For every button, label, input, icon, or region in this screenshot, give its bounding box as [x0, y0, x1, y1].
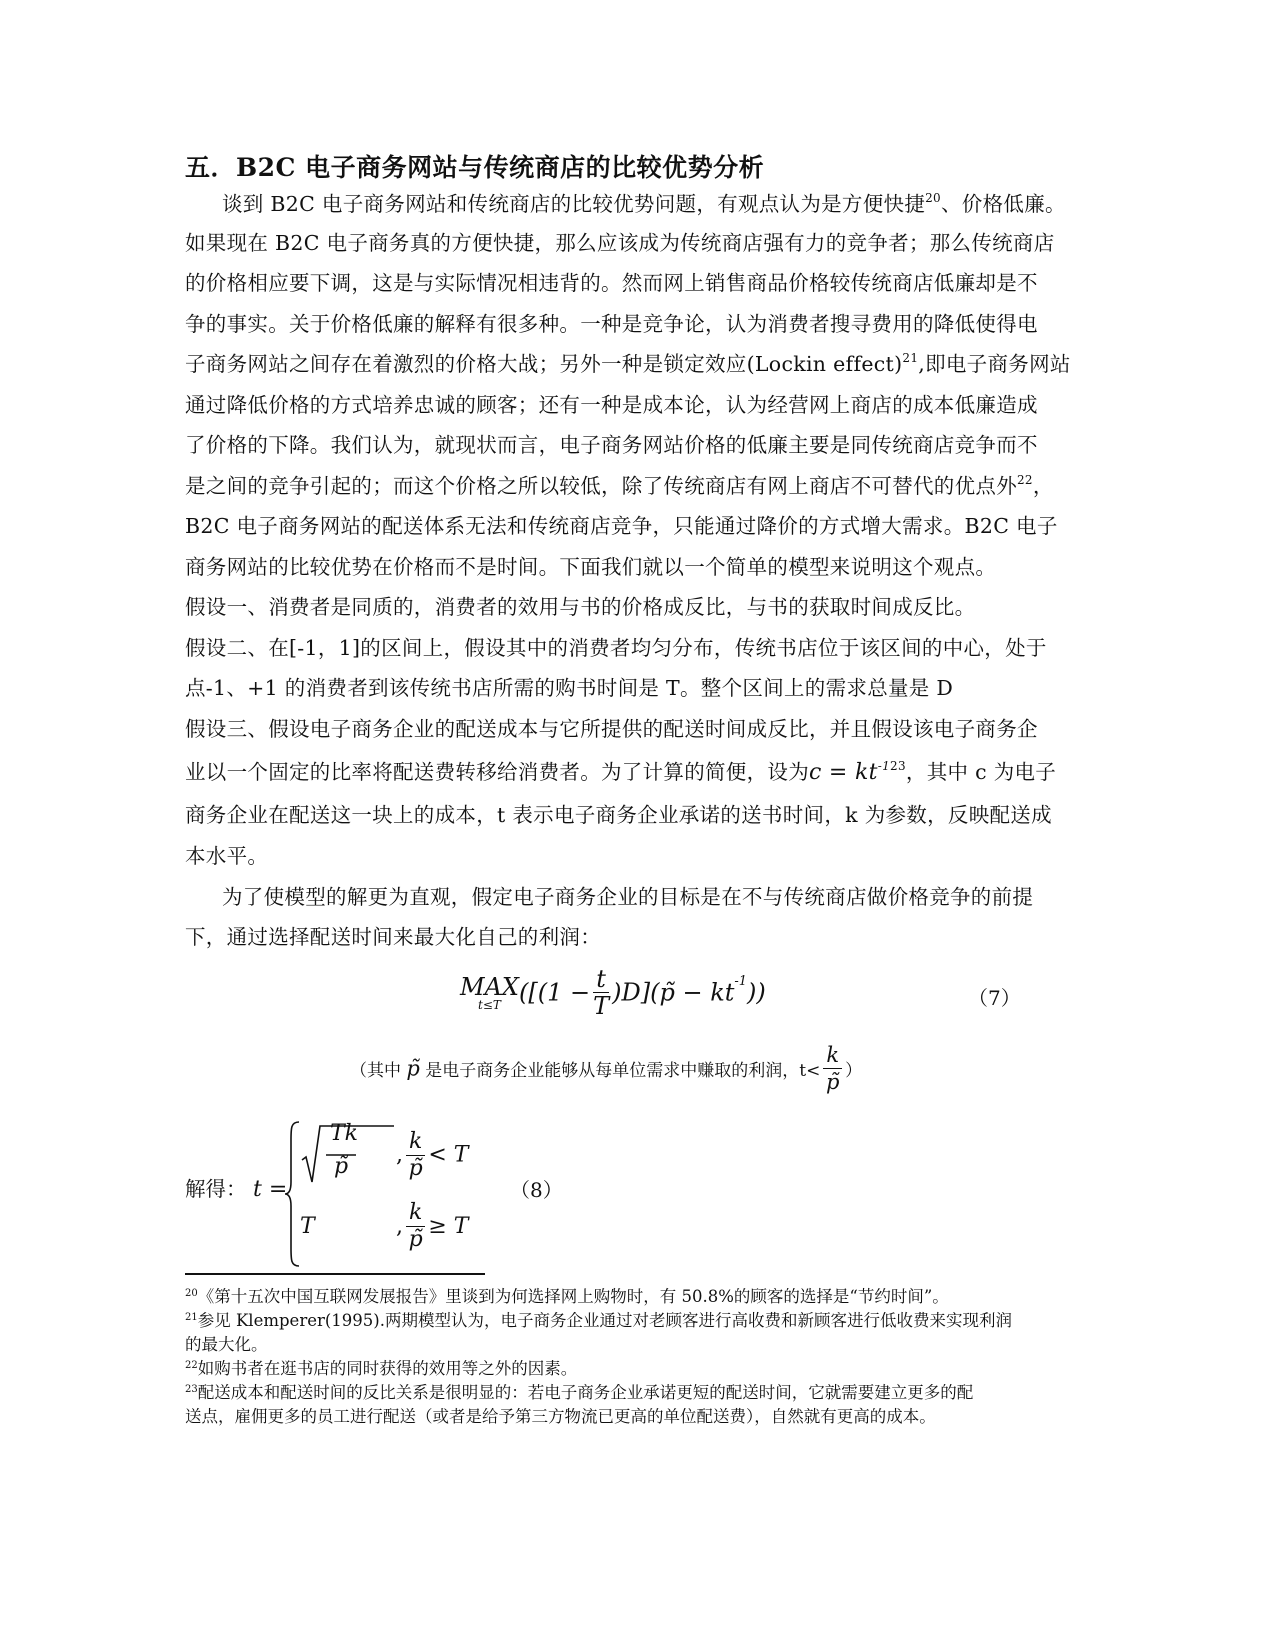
- footnote-22: $^{22}$如购书者在逛书店的同时获得的效用等之外的因素。: [185, 1359, 578, 1378]
- assumption-3-line: 商务企业在配送这一块上的成本，t 表示电子商务企业承诺的送书时间，k 为参数，反映配送成: [185, 803, 1052, 827]
- text-run: 是之间的竞争引起的；而这个价格之所以较低，除了传统商店有网上商店不可替代的优点外: [185, 474, 1017, 498]
- paragraph-line: B2C 电子商务网站的配送体系无法和传统商店竞争，只能通过降价的方式增大需求。B2C 电子: [185, 514, 1058, 538]
- footnote-ref-23[interactable]: 23: [890, 759, 906, 773]
- solution-case-1: [300, 1121, 469, 1186]
- paragraph-line: [185, 350, 1090, 378]
- footnote-ref-22[interactable]: 22: [1017, 473, 1033, 487]
- footnote-20: $^{20}$《第十五次中国互联网发展报告》里谈到为何选择网上购物时，有 50.8%的顾客的选择是“节约时间”。: [185, 1287, 949, 1306]
- max-operator: MAX t≤T: [460, 972, 519, 1012]
- comma: ,: [396, 1142, 403, 1168]
- equation-number-7: （7）: [968, 986, 1021, 1010]
- text-run: 业以一个固定的比率将配送费转移给消费者。为了计算的简便，设为: [185, 760, 809, 784]
- assumption-2-line: 点-1、+1 的消费者到该传统书店所需的购书时间是 T。整个区间上的需求总量是 D: [185, 676, 954, 700]
- left-brace-icon: [283, 1120, 301, 1268]
- solution-label: 解得： t =: [185, 1177, 288, 1202]
- assumption-3-line: 本水平。: [185, 844, 269, 868]
- formula-note: （其中 p̃ 是电子商务企业能够从每单位需求中赚取的利润，t< $\frac{k}{p̃}$ ）: [350, 1043, 863, 1094]
- footnote-21-cont: 的最大化。: [185, 1335, 268, 1354]
- paragraph-line: 的价格相应要下调，这是与实际情况相违背的。然而网上销售商品价格较传统商店低廉却是不: [185, 271, 1038, 295]
- footnote-separator: [185, 1273, 485, 1275]
- sqrt-numerator: Tk: [330, 1121, 359, 1146]
- text-run: ，其中 c 为电子: [905, 760, 1057, 784]
- footnote-ref-20[interactable]: 20: [925, 191, 941, 205]
- formula-7: [460, 966, 766, 1019]
- footnote-ref-21[interactable]: 21: [902, 351, 919, 365]
- condition-fraction: $\frac{k}{p̃}$: [406, 1200, 425, 1253]
- text-run: 子商务网站之间存在着激烈的价格大战；另外一种是锁定效应(Lockin effect): [185, 352, 903, 376]
- footnote-23-cont: 送点，雇佣更多的员工进行配送（或者是给予第三方物流已更高的单位配送费），自然就有更高的成本。: [185, 1407, 936, 1426]
- paragraph-line: 商务网站的比较优势在价格而不是时间。下面我们就以一个简单的模型来说明这个观点。: [185, 555, 997, 579]
- paragraph-line: 为了使模型的解更为直观，假定电子商务企业的目标是在不与传统商店做价格竞争的前提: [222, 885, 1034, 909]
- condition-fraction: $\frac{k}{p̃}$: [406, 1129, 425, 1182]
- formula-part: )D](p̃ − kt: [612, 978, 735, 1007]
- assumption-2-line: 假设二、在[-1，1]的区间上，假设其中的消费者均匀分布，传统书店位于该区间的中心，处于: [185, 636, 1047, 660]
- formula-exponent: -1: [877, 759, 891, 773]
- formula-fraction: $\frac{t}{T}$: [593, 965, 610, 1020]
- paragraph-line: [185, 472, 1090, 500]
- inline-formula: c = kt: [809, 760, 878, 785]
- case-value: T: [300, 1214, 315, 1239]
- comma: ,: [396, 1214, 403, 1239]
- assumption-1: 假设一、消费者是同质的，消费者的效用与书的价格成反比，与书的获取时间成反比。: [185, 595, 976, 619]
- condition-relation: < T: [428, 1142, 469, 1168]
- paragraph-line: 了价格的下降。我们认为，就现状而言，电子商务网站价格的低廉主要是同传统商店竞争而不: [185, 433, 1038, 457]
- section-heading: 五．B2C 电子商务网站与传统商店的比较优势分析: [185, 153, 765, 182]
- square-root: [300, 1121, 396, 1186]
- paragraph-line: 如果现在 B2C 电子商务真的方便快捷，那么应该成为传统商店强有力的竞争者；那么传统商店: [185, 231, 1055, 255]
- paragraph-line: 通过降低价格的方式培养忠诚的顾客；还有一种是成本论，认为经营网上商店的成本低廉造成: [185, 393, 1038, 417]
- text-run: 谈到 B2C 电子商务网站和传统商店的比较优势问题，有观点认为是方便快捷: [222, 192, 926, 216]
- sqrt-denominator: p̃: [334, 1154, 349, 1179]
- formula-exponent: -1: [734, 974, 748, 989]
- condition-relation: ≥ T: [428, 1214, 469, 1239]
- paragraph-line: 下，通过选择配送时间来最大化自己的利润：: [185, 925, 601, 949]
- footnote-21: $^{21}$参见 Klemperer(1995).两期模型认为，电子商务企业通过对老顾客进行高收费和新顾客进行低收费来实现利润: [185, 1311, 1012, 1330]
- solution-case-2: [300, 1200, 468, 1253]
- note-fraction: $\frac{k}{p̃}$: [823, 1042, 842, 1095]
- formula-part: ([(1 −: [519, 978, 591, 1007]
- paragraph-line: 争的事实。关于价格低廉的解释有很多种。一种是竞争论，认为消费者搜寻费用的降低使得电: [185, 312, 1038, 336]
- text-run: ，: [1032, 474, 1054, 498]
- text-run: 、价格低廉。: [941, 192, 1066, 216]
- assumption-3-line: 假设三、假设电子商务企业的配送成本与它所提供的配送时间成反比，并且假设该电子商务企: [185, 717, 1038, 741]
- assumption-3-line: [185, 758, 1090, 787]
- text-run: ,即电子商务网站: [918, 352, 1071, 376]
- footnote-23: $^{23}$配送成本和配送时间的反比关系是很明显的：若电子商务企业承诺更短的配送时间，它就需要建立更多的配: [185, 1383, 974, 1402]
- paragraph-line: [222, 190, 1090, 218]
- equation-number-8: （8）: [510, 1178, 563, 1202]
- formula-part: )): [747, 978, 766, 1007]
